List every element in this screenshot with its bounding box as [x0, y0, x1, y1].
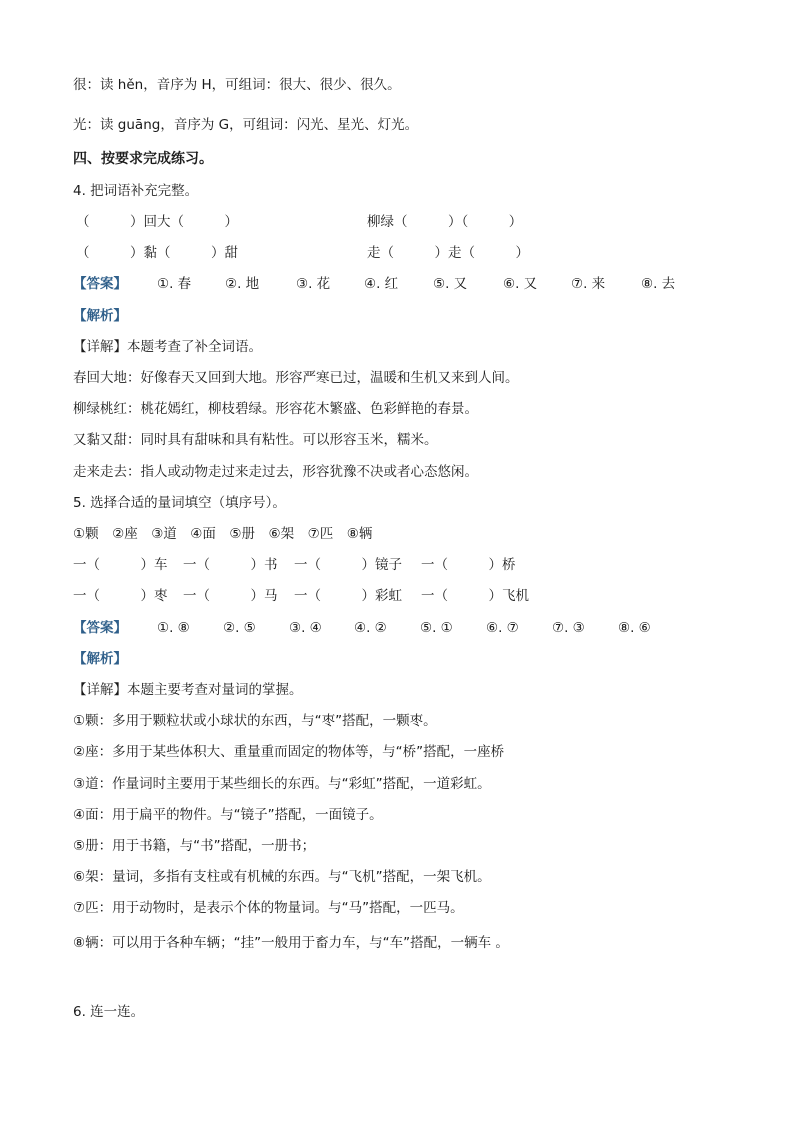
q4-blank-4: 走（ ）走（ ）: [367, 245, 529, 261]
q4-answer-2: ②. 地: [225, 276, 260, 292]
q5-answer-tag: 【答案】: [73, 620, 127, 636]
q5-blank-8: 一（ ）飞机: [421, 588, 529, 604]
q4-blank-3: （ ）黏（ ）甜: [76, 245, 238, 261]
q4-answer-8: ⑧. 去: [641, 276, 676, 292]
q4-explanation-3: 又黏又甜：同时具有甜味和具有粘性。可以形容玉米，糯米。: [73, 432, 438, 448]
q4-answer-5: ⑤. 又: [433, 276, 468, 292]
q5-answer-5: ⑤. ①: [420, 620, 453, 636]
q4-detail: 【详解】本题考查了补全词语。: [73, 339, 262, 355]
q5-explanation-7: ⑦匹：用于动物时，是表示个体的物量词。与“马”搭配，一匹马。: [73, 900, 464, 916]
q4-analysis-tag: 【解析】: [73, 308, 127, 324]
q4-answer-tag: 【答案】: [73, 276, 127, 292]
q5-blank-4: 一（ ）桥: [421, 557, 516, 573]
q5-blank-5: 一（ ）枣: [73, 588, 168, 604]
q4-explanation-2: 柳绿桃红：桃花嫣红，柳枝碧绿。形容花木繁盛、色彩鲜艳的春景。: [73, 401, 478, 417]
q5-answer-4: ④. ②: [354, 620, 387, 636]
q5-explanation-3: ③道：作量词时主要用于某些细长的东西。与“彩虹”搭配，一道彩虹。: [73, 776, 491, 792]
q5-explanation-4: ④面：用于扁平的物件。与“镜子”搭配，一面镜子。: [73, 807, 383, 823]
q4-answer-1: ①. 春: [157, 276, 192, 292]
q5-answer-3: ③. ④: [289, 620, 322, 636]
pinyin-note-hen: 很：读 hěn，音序为 H，可组词：很大、很少、很久。: [73, 77, 401, 93]
q5-blank-3: 一（ ）镜子: [294, 557, 402, 573]
q5-blank-1: 一（ ）车: [73, 557, 168, 573]
q5-blank-2: 一（ ）书: [183, 557, 278, 573]
q4-blank-2: 柳绿（ ）（ ）: [367, 214, 523, 230]
q5-blank-6: 一（ ）马: [183, 588, 278, 604]
q5-answer-8: ⑧. ⑥: [618, 620, 651, 636]
q6-prompt: 6. 连一连。: [73, 1004, 145, 1020]
q4-explanation-4: 走来走去：指人或动物走过来走过去，形容犹豫不决或者心态悠闲。: [73, 464, 478, 480]
q5-blank-7: 一（ ）彩虹: [294, 588, 402, 604]
q4-answer-3: ③. 花: [296, 276, 331, 292]
q5-answer-1: ①. ⑧: [157, 620, 190, 636]
q4-explanation-1: 春回大地：好像春天又回到大地。形容严寒已过，温暖和生机又来到人间。: [73, 370, 519, 386]
q4-answer-7: ⑦. 来: [571, 276, 606, 292]
q4-prompt: 4. 把词语补充完整。: [73, 183, 199, 199]
q5-explanation-2: ②座：多用于某些体积大、重量重而固定的物体等，与“桥”搭配，一座桥: [73, 744, 505, 760]
q5-answer-2: ②. ⑤: [223, 620, 256, 636]
q5-detail: 【详解】本题主要考查对量词的掌握。: [73, 682, 303, 698]
q5-answer-7: ⑦. ③: [552, 620, 585, 636]
q4-blank-1: （ ）回大（ ）: [76, 214, 238, 230]
q5-explanation-6: ⑥架：量词，多指有支柱或有机械的东西。与“飞机”搭配，一架飞机。: [73, 869, 491, 885]
q5-explanation-1: ①颗：多用于颗粒状或小球状的东西，与“枣”搭配，一颗枣。: [73, 713, 437, 729]
q4-answer-4: ④. 红: [364, 276, 399, 292]
q5-prompt: 5. 选择合适的量词填空（填序号）。: [73, 495, 286, 511]
pinyin-note-guang: 光：读 guāng，音序为 G，可组词：闪光、星光、灯光。: [73, 117, 419, 133]
q5-answer-6: ⑥. ⑦: [486, 620, 519, 636]
section-heading: 四、按要求完成练习。: [73, 151, 213, 167]
q5-explanation-8: ⑧辆：可以用于各种车辆；“挂”一般用于畜力车，与“车”搭配，一辆车 。: [73, 935, 509, 951]
q5-analysis-tag: 【解析】: [73, 651, 127, 667]
q5-explanation-5: ⑤册：用于书籍，与“书”搭配，一册书；: [73, 838, 316, 854]
q4-answer-6: ⑥. 又: [503, 276, 538, 292]
q5-options: ①颗 ②座 ③道 ④面 ⑤册 ⑥架 ⑦匹 ⑧辆: [73, 526, 373, 542]
